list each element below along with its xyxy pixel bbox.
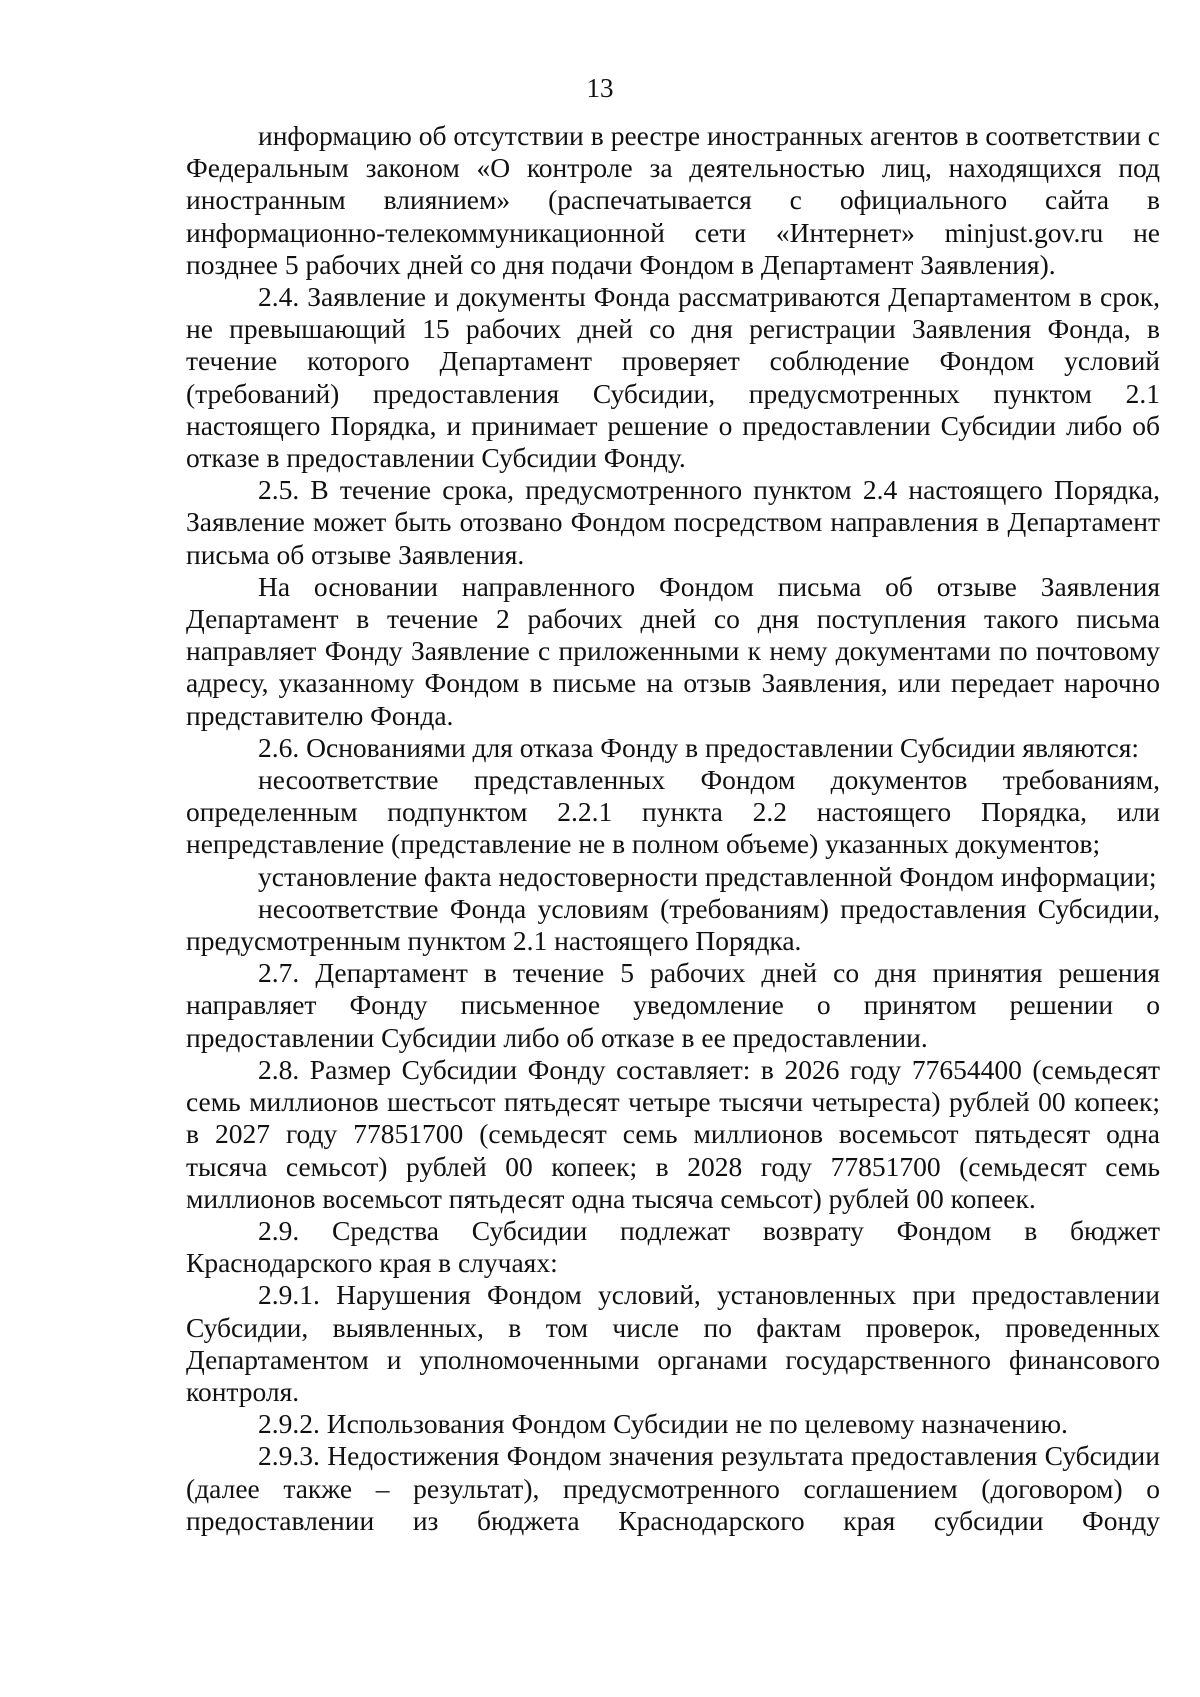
paragraph-2-8: 2.8. Размер Субсидии Фонду составляет: в 2026 году 77654400 (семьдесят семь миллионов шестьсот пятьдесят четыре тысячи четыреста) рублей 00 копеек; в 2027 году 77851700 (семьдесят семь миллионов восемьсот пятьдесят одна тысяча семьсот) рублей 00 копеек; в 2028 году 77851700 (семьдесят семь миллионов восемьсот пятьдесят одна тысяча семьсот) рублей 00 копеек.	[186, 1053, 1160, 1214]
paragraph-2-6: 2.6. Основаниями для отказа Фонду в предоставлении Субсидии являются:	[258, 731, 1139, 763]
document-body	[186, 120, 1160, 1537]
paragraph-foreign-agents-info: информацию об отсутствии в реестре иностранных агентов в соответствии с Федеральным законом «О контроле за деятельностью лиц, находящихся под иностранным влиянием» (распечатывается с официального сайта в информационно-телекоммуникационной сети «Интернет» minjust.gov.ru не позднее 5 рабочих дней со дня подачи Фондом в Департамент Заявления).	[186, 120, 1160, 280]
paragraph-refusal-reason-1: несоответствие представленных Фондом документов требованиям, определенным подпунктом 2.2.1 пункта 2.2 настоящего Порядка, или непредставление (представление не в полном объеме) указанных документов;	[186, 764, 1160, 860]
paragraph-2-7: 2.7. Департамент в течение 5 рабочих дней со дня принятия решения направляет Фонду письменное уведомление о принятом решении о предоставлении Субсидии либо об отказе в ее предоставлении.	[186, 957, 1160, 1053]
paragraph-2-9-1: 2.9.1. Нарушения Фондом условий, установленных при предоставлении Субсидии, выявленных, в том числе по фактам проверок, проведенных Департаментом и уполномоченными органами государственного финансового контроля.	[186, 1279, 1160, 1407]
paragraph-refusal-reason-3: несоответствие Фонда условиям (требованиям) предоставления Субсидии, предусмотренным пунктом 2.1 настоящего Порядка.	[186, 892, 1160, 957]
paragraph-withdrawal: На основании направленного Фондом письма об отзыве Заявления Департамент в течение 2 рабочих дней со дня поступления такого письма направляет Фонду Заявление с приложенными к нему документами по почтовому адресу, указанному Фондом в письме на отзыв Заявления, или передает нарочно представителю Фонда.	[186, 570, 1160, 731]
page-number: 13	[586, 73, 614, 103]
paragraph-2-9-3: 2.9.3. Недостижения Фондом значения результата предоставления Субсидии (далее также – результат), предусмотренного соглашением (договором) о предоставлении из бюджета Краснодарского края субсидии Фонду	[186, 1440, 1160, 1536]
paragraph-2-4: 2.4. Заявление и документы Фонда рассматриваются Департаментом в срок, не превышающий 15 рабочих дней со дня регистрации Заявления Фонда, в течение которого Департамент проверяет соблюдение Фондом условий (требований) предоставления Субсидии, предусмотренных пунктом 2.1 настоящего Порядка, и принимает решение о предоставлении Субсидии либо об отказе в предоставлении Субсидии Фонду.	[186, 281, 1160, 474]
paragraph-2-9: 2.9. Средства Субсидии подлежат возврату Фондом в бюджет Краснодарского края в случаях:	[186, 1214, 1160, 1279]
paragraph-2-5: 2.5. В течение срока, предусмотренного пунктом 2.4 настоящего Порядка, Заявление может быть отозвано Фондом посредством направления в Департамент письма об отзыве Заявления.	[186, 474, 1160, 570]
paragraph-refusal-reason-2: установление факта недостоверности представленной Фондом информации;	[258, 860, 1157, 892]
paragraph-2-9-2: 2.9.2. Использования Фондом Субсидии не по целевому назначению.	[258, 1408, 1068, 1440]
